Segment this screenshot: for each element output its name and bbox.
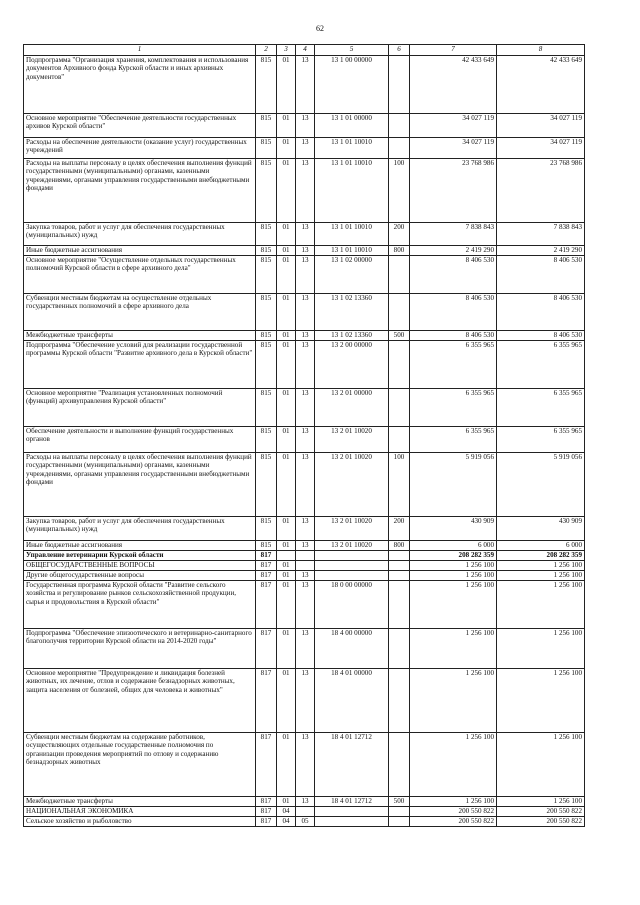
row-expense-type: 800 — [389, 246, 410, 256]
row-name: Иные бюджетные ассигнования — [24, 541, 256, 551]
row-amount-2: 7 838 843 — [497, 223, 585, 246]
table-row — [24, 669, 585, 733]
row-expense-type: 500 — [389, 797, 410, 807]
col-header: 1 — [24, 45, 256, 56]
row-expense-type — [389, 733, 410, 797]
row-name: Основное мероприятие "Осуществление отдельных государственных полномочий Курской области в сфере архивного дела" — [24, 256, 256, 294]
row-admin-code: 817 — [256, 561, 277, 571]
row-amount-1: 1 256 100 — [410, 797, 497, 807]
row-name: Расходы на обеспечение деятельности (оказание услуг) государственных учреждений — [24, 138, 256, 159]
row-section-code: 01 — [277, 138, 296, 159]
row-amount-1: 8 406 530 — [410, 256, 497, 294]
row-admin-code: 815 — [256, 389, 277, 427]
row-subsection-code: 13 — [296, 427, 315, 453]
row-expense-type: 100 — [389, 453, 410, 517]
row-name: ОБЩЕГОСУДАРСТВЕННЫЕ ВОПРОСЫ — [24, 561, 256, 571]
row-amount-1: 1 256 100 — [410, 561, 497, 571]
table-row — [24, 56, 585, 114]
row-name: Подпрограмма "Обеспечение условий для реализации государственной программы Курской области "Развитие архивного дела в Курской области" — [24, 341, 256, 389]
table-row — [24, 114, 585, 138]
row-amount-2: 1 256 100 — [497, 733, 585, 797]
row-amount-2: 430 909 — [497, 517, 585, 541]
row-amount-2: 34 027 119 — [497, 114, 585, 138]
row-admin-code: 815 — [256, 453, 277, 517]
row-section-code: 01 — [277, 629, 296, 669]
row-section-code: 04 — [277, 817, 296, 827]
row-section-code: 01 — [277, 56, 296, 114]
row-admin-code: 817 — [256, 551, 277, 561]
row-amount-1: 200 550 822 — [410, 807, 497, 817]
row-section-code: 01 — [277, 571, 296, 581]
page-number: 62 — [316, 24, 324, 33]
row-admin-code: 815 — [256, 541, 277, 551]
row-subsection-code: 13 — [296, 138, 315, 159]
row-subsection-code — [296, 807, 315, 817]
table-row — [24, 561, 585, 571]
row-amount-2: 8 406 530 — [497, 294, 585, 331]
row-section-code: 01 — [277, 669, 296, 733]
row-admin-code: 815 — [256, 138, 277, 159]
row-amount-1: 1 256 100 — [410, 571, 497, 581]
table-row — [24, 294, 585, 331]
row-amount-1: 2 419 290 — [410, 246, 497, 256]
row-expense-type — [389, 561, 410, 571]
row-expense-type — [389, 629, 410, 669]
row-target-code: 13 1 01 10010 — [315, 246, 389, 256]
row-name: Основное мероприятие "Предупреждение и ликвидация болезней животных, их лечение, отлов и содержание безнадзорных животных, защита населения от болезней, общих для человека и животных" — [24, 669, 256, 733]
row-amount-1: 8 406 530 — [410, 331, 497, 341]
row-section-code: 01 — [277, 733, 296, 797]
row-subsection-code: 13 — [296, 453, 315, 517]
row-subsection-code: 13 — [296, 797, 315, 807]
row-amount-1: 7 838 843 — [410, 223, 497, 246]
row-admin-code: 815 — [256, 331, 277, 341]
row-amount-1: 6 355 965 — [410, 389, 497, 427]
row-target-code: 13 2 00 00000 — [315, 341, 389, 389]
table-row — [24, 551, 585, 561]
row-expense-type — [389, 138, 410, 159]
row-admin-code: 815 — [256, 56, 277, 114]
row-expense-type — [389, 256, 410, 294]
row-amount-2: 200 550 822 — [497, 807, 585, 817]
row-admin-code: 815 — [256, 517, 277, 541]
row-subsection-code: 13 — [296, 223, 315, 246]
row-amount-2: 34 027 119 — [497, 138, 585, 159]
row-expense-type: 800 — [389, 541, 410, 551]
row-amount-2: 6 355 965 — [497, 341, 585, 389]
row-target-code: 13 2 01 10020 — [315, 541, 389, 551]
table-row — [24, 256, 585, 294]
row-admin-code: 815 — [256, 159, 277, 223]
row-admin-code: 817 — [256, 733, 277, 797]
row-subsection-code: 13 — [296, 541, 315, 551]
table-row — [24, 797, 585, 807]
row-amount-2: 1 256 100 — [497, 797, 585, 807]
row-section-code: 01 — [277, 561, 296, 571]
row-subsection-code: 05 — [296, 817, 315, 827]
row-name: Субвенции местным бюджетам на содержание работников, осуществляющих отдельные государственные полномочия по организации проведения мероприятий по отлову и содержанию безнадзорных животных — [24, 733, 256, 797]
row-admin-code: 815 — [256, 246, 277, 256]
row-subsection-code: 13 — [296, 389, 315, 427]
row-subsection-code — [296, 551, 315, 561]
row-name: Межбюджетные трансферты — [24, 331, 256, 341]
row-expense-type — [389, 389, 410, 427]
table-row — [24, 817, 585, 827]
table-row — [24, 453, 585, 517]
row-subsection-code: 13 — [296, 256, 315, 294]
row-section-code: 01 — [277, 541, 296, 551]
table-row — [24, 581, 585, 629]
table-row — [24, 341, 585, 389]
row-section-code: 01 — [277, 294, 296, 331]
row-admin-code: 817 — [256, 669, 277, 733]
table-row — [24, 733, 585, 797]
row-name: Сельское хозяйство и рыболовство — [24, 817, 256, 827]
row-target-code: 13 1 00 00000 — [315, 56, 389, 114]
row-subsection-code: 13 — [296, 294, 315, 331]
table-row — [24, 246, 585, 256]
row-amount-2: 200 550 822 — [497, 817, 585, 827]
row-subsection-code: 13 — [296, 733, 315, 797]
table-row — [24, 571, 585, 581]
row-section-code: 01 — [277, 797, 296, 807]
row-subsection-code: 13 — [296, 246, 315, 256]
row-target-code: 18 4 01 00000 — [315, 669, 389, 733]
header-row — [24, 45, 585, 56]
row-amount-2: 208 282 359 — [497, 551, 585, 561]
row-target-code — [315, 817, 389, 827]
row-target-code: 13 1 02 00000 — [315, 256, 389, 294]
row-expense-type — [389, 581, 410, 629]
col-header: 4 — [296, 45, 315, 56]
row-section-code: 04 — [277, 807, 296, 817]
row-target-code: 18 4 00 00000 — [315, 629, 389, 669]
col-header: 5 — [315, 45, 389, 56]
row-expense-type — [389, 341, 410, 389]
row-section-code — [277, 551, 296, 561]
row-admin-code: 817 — [256, 817, 277, 827]
row-section-code: 01 — [277, 517, 296, 541]
row-amount-1: 430 909 — [410, 517, 497, 541]
row-admin-code: 817 — [256, 629, 277, 669]
row-name: Государственная программа Курской области "Развитие сельского хозяйства и регулирование рынков сельскохозяйственной продукции, сырья и продовольствия в Курской области" — [24, 581, 256, 629]
row-subsection-code: 13 — [296, 159, 315, 223]
row-name: Иные бюджетные ассигнования — [24, 246, 256, 256]
table-row — [24, 541, 585, 551]
row-target-code: 13 1 01 00000 — [315, 114, 389, 138]
row-name: Основное мероприятие "Обеспечение деятельности государственных архивов Курской области" — [24, 114, 256, 138]
row-section-code: 01 — [277, 427, 296, 453]
row-target-code — [315, 807, 389, 817]
row-name: Расходы на выплаты персоналу в целях обеспечения выполнения функций государственными (муниципальными) органами, казенными учреждениями, органами управления государственными внебюджетными фондами — [24, 453, 256, 517]
row-subsection-code: 13 — [296, 114, 315, 138]
row-name: Закупка товаров, работ и услуг для обеспечения государственных (муниципальных) нужд — [24, 223, 256, 246]
table-row — [24, 331, 585, 341]
row-name: Межбюджетные трансферты — [24, 797, 256, 807]
row-target-code: 18 4 01 12712 — [315, 733, 389, 797]
row-section-code: 01 — [277, 341, 296, 389]
row-amount-2: 6 355 965 — [497, 427, 585, 453]
row-section-code: 01 — [277, 159, 296, 223]
row-section-code: 01 — [277, 256, 296, 294]
row-target-code: 13 2 01 00000 — [315, 389, 389, 427]
row-amount-1: 23 768 986 — [410, 159, 497, 223]
row-amount-2: 2 419 290 — [497, 246, 585, 256]
table-row — [24, 517, 585, 541]
table-row — [24, 159, 585, 223]
row-admin-code: 815 — [256, 114, 277, 138]
row-admin-code: 815 — [256, 341, 277, 389]
row-target-code: 13 1 02 13360 — [315, 331, 389, 341]
row-subsection-code: 13 — [296, 571, 315, 581]
row-subsection-code: 13 — [296, 341, 315, 389]
row-subsection-code: 13 — [296, 581, 315, 629]
row-target-code: 13 2 01 10020 — [315, 427, 389, 453]
row-admin-code: 815 — [256, 294, 277, 331]
row-amount-1: 42 433 649 — [410, 56, 497, 114]
row-amount-1: 1 256 100 — [410, 669, 497, 733]
row-target-code: 18 0 00 00000 — [315, 581, 389, 629]
table-row — [24, 807, 585, 817]
row-amount-1: 34 027 119 — [410, 138, 497, 159]
row-admin-code: 815 — [256, 256, 277, 294]
row-target-code — [315, 551, 389, 561]
row-target-code: 13 1 01 10010 — [315, 159, 389, 223]
row-expense-type: 200 — [389, 223, 410, 246]
row-target-code — [315, 561, 389, 571]
row-name: Закупка товаров, работ и услуг для обеспечения государственных (муниципальных) нужд — [24, 517, 256, 541]
row-name: НАЦИОНАЛЬНАЯ ЭКОНОМИКА — [24, 807, 256, 817]
col-header: 3 — [277, 45, 296, 56]
row-name: Основное мероприятие "Реализация установленных полномочий (функций) архивуправления Курской области" — [24, 389, 256, 427]
row-amount-1: 1 256 100 — [410, 629, 497, 669]
row-expense-type — [389, 56, 410, 114]
row-expense-type: 500 — [389, 331, 410, 341]
row-expense-type — [389, 669, 410, 733]
table-row — [24, 629, 585, 669]
row-admin-code: 815 — [256, 223, 277, 246]
row-target-code: 13 1 02 13360 — [315, 294, 389, 331]
row-subsection-code: 13 — [296, 517, 315, 541]
row-name: Другие общегосударственные вопросы — [24, 571, 256, 581]
row-amount-1: 1 256 100 — [410, 733, 497, 797]
row-amount-1: 5 919 056 — [410, 453, 497, 517]
budget-table-body — [24, 56, 585, 827]
row-subsection-code: 13 — [296, 669, 315, 733]
table-row — [24, 427, 585, 453]
row-admin-code: 817 — [256, 581, 277, 629]
row-expense-type — [389, 427, 410, 453]
row-amount-1: 6 355 965 — [410, 427, 497, 453]
row-amount-1: 34 027 119 — [410, 114, 497, 138]
row-amount-1: 6 000 — [410, 541, 497, 551]
row-amount-1: 8 406 530 — [410, 294, 497, 331]
row-subsection-code: 13 — [296, 331, 315, 341]
row-section-code: 01 — [277, 246, 296, 256]
row-expense-type — [389, 817, 410, 827]
row-admin-code: 817 — [256, 571, 277, 581]
row-target-code — [315, 571, 389, 581]
row-target-code: 13 2 01 10020 — [315, 453, 389, 517]
row-section-code: 01 — [277, 389, 296, 427]
row-subsection-code: 13 — [296, 629, 315, 669]
row-target-code: 18 4 01 12712 — [315, 797, 389, 807]
row-expense-type — [389, 294, 410, 331]
row-subsection-code — [296, 561, 315, 571]
row-amount-2: 1 256 100 — [497, 581, 585, 629]
col-header: 8 — [497, 45, 585, 56]
row-expense-type — [389, 551, 410, 561]
row-name: Подпрограмма "Обеспечение эпизоотического и ветеринарно-санитарного благополучия территории Курской области на 2014-2020 годы" — [24, 629, 256, 669]
row-subsection-code: 13 — [296, 56, 315, 114]
row-amount-1: 6 355 965 — [410, 341, 497, 389]
row-section-code: 01 — [277, 114, 296, 138]
row-name: Управление ветеринарии Курской области — [24, 551, 256, 561]
row-name: Обеспечение деятельности и выполнение функций государственных органов — [24, 427, 256, 453]
row-admin-code: 817 — [256, 807, 277, 817]
row-expense-type — [389, 807, 410, 817]
row-admin-code: 817 — [256, 797, 277, 807]
row-section-code: 01 — [277, 581, 296, 629]
row-name: Расходы на выплаты персоналу в целях обеспечения выполнения функций государственными (муниципальными) органами, казенными учреждениями, органами управления государственными внебюджетными фондами — [24, 159, 256, 223]
budget-table — [23, 44, 585, 827]
row-amount-2: 1 256 100 — [497, 629, 585, 669]
row-target-code: 13 2 01 10020 — [315, 517, 389, 541]
row-amount-2: 23 768 986 — [497, 159, 585, 223]
table-row — [24, 223, 585, 246]
col-header: 6 — [389, 45, 410, 56]
row-amount-2: 1 256 100 — [497, 561, 585, 571]
row-amount-2: 42 433 649 — [497, 56, 585, 114]
row-amount-2: 8 406 530 — [497, 256, 585, 294]
row-expense-type: 100 — [389, 159, 410, 223]
row-expense-type — [389, 571, 410, 581]
row-name: Подпрограмма "Организация хранения, комплектования и использования документов Архивного фонда Курской области и иных архивных документов" — [24, 56, 256, 114]
row-amount-1: 1 256 100 — [410, 581, 497, 629]
row-amount-2: 1 256 100 — [497, 669, 585, 733]
row-amount-2: 8 406 530 — [497, 331, 585, 341]
table-row — [24, 138, 585, 159]
row-amount-2: 6 000 — [497, 541, 585, 551]
row-amount-2: 5 919 056 — [497, 453, 585, 517]
table-row — [24, 389, 585, 427]
row-section-code: 01 — [277, 331, 296, 341]
row-amount-1: 208 282 359 — [410, 551, 497, 561]
row-section-code: 01 — [277, 223, 296, 246]
row-section-code: 01 — [277, 453, 296, 517]
row-admin-code: 815 — [256, 427, 277, 453]
row-target-code: 13 1 01 10010 — [315, 138, 389, 159]
row-expense-type — [389, 114, 410, 138]
col-header: 7 — [410, 45, 497, 56]
row-target-code: 13 1 01 10010 — [315, 223, 389, 246]
row-amount-2: 1 256 100 — [497, 571, 585, 581]
col-header: 2 — [256, 45, 277, 56]
row-amount-1: 200 550 822 — [410, 817, 497, 827]
row-amount-2: 6 355 965 — [497, 389, 585, 427]
row-name: Субвенции местным бюджетам на осуществление отдельных государственных полномочий в сфере архивного дела — [24, 294, 256, 331]
row-expense-type: 200 — [389, 517, 410, 541]
